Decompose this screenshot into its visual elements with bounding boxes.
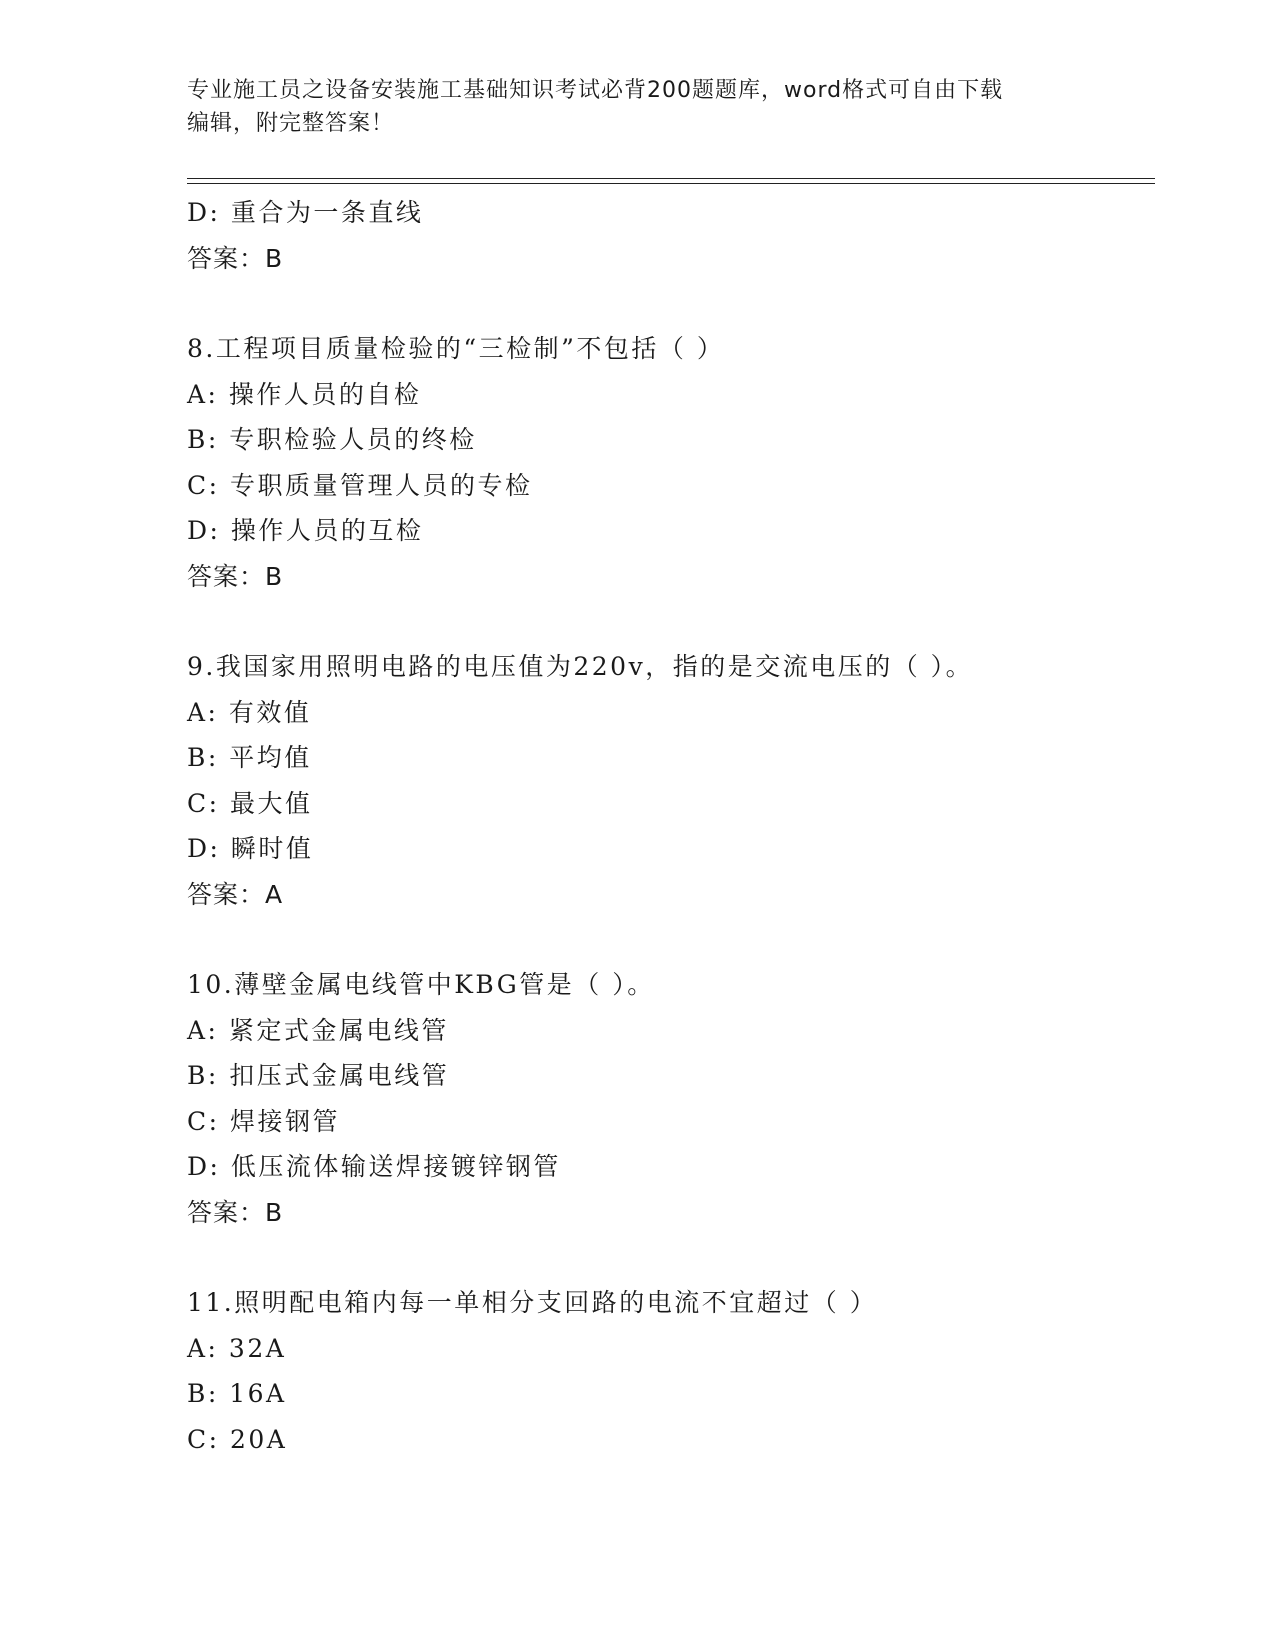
question-10: [187, 962, 1167, 1235]
spacer: [187, 599, 1167, 644]
question-stem: 10.薄壁金属电线管中KBG管是（ ）。: [187, 970, 655, 999]
option-b: B: 16A: [187, 1379, 287, 1408]
question-stem: 9.我国家用照明电路的电压值为220v，指的是交流电压的（ ）。: [187, 652, 974, 681]
question-9: [187, 644, 1167, 917]
option-c: C: 焊接钢管: [187, 1106, 340, 1136]
option-c: C: 最大值: [187, 788, 313, 818]
header-title-line-1: 专业施工员之设备安装施工基础知识考试必背200题题库，word格式可自由下载: [187, 78, 1004, 103]
option-a: A: 操作人员的自检: [187, 379, 422, 409]
previous-question-tail: [187, 190, 1167, 281]
option-d: D: 重合为一条直线: [187, 198, 424, 227]
question-stem: 8.工程项目质量检验的“三检制”不包括（ ）: [187, 334, 725, 363]
option-c: C: 专职质量管理人员的专检: [187, 470, 533, 500]
spacer: [187, 281, 1167, 326]
answer-label: 答案：B: [187, 243, 284, 273]
header-title-line-2: 编辑，附完整答案！: [187, 111, 395, 136]
question-list: [187, 190, 1167, 1462]
option-d: D: 瞬时值: [187, 834, 314, 863]
option-a: A: 32A: [187, 1333, 287, 1363]
option-d: D: 操作人员的互检: [187, 516, 424, 545]
answer-label: 答案：A: [187, 879, 284, 909]
option-c: C: 20A: [187, 1424, 288, 1454]
option-b: B: 扣压式金属电线管: [187, 1061, 450, 1090]
option-a: A: 有效值: [187, 697, 312, 727]
document-header: [187, 74, 1087, 140]
option-b: B: 平均值: [187, 743, 312, 772]
question-11: [187, 1280, 1167, 1462]
answer-label: 答案：B: [187, 561, 284, 591]
option-a: A: 紧定式金属电线管: [187, 1015, 449, 1045]
option-d: D: 低压流体输送焊接镀锌钢管: [187, 1152, 561, 1181]
spacer: [187, 917, 1167, 962]
spacer: [187, 1235, 1167, 1280]
question-8: [187, 326, 1167, 599]
question-stem: 11.照明配电箱内每一单相分支回路的电流不宜超过（ ）: [187, 1288, 878, 1317]
option-b: B: 专职检验人员的终检: [187, 425, 477, 454]
header-double-rule: [187, 178, 1155, 184]
answer-label: 答案：B: [187, 1197, 284, 1227]
